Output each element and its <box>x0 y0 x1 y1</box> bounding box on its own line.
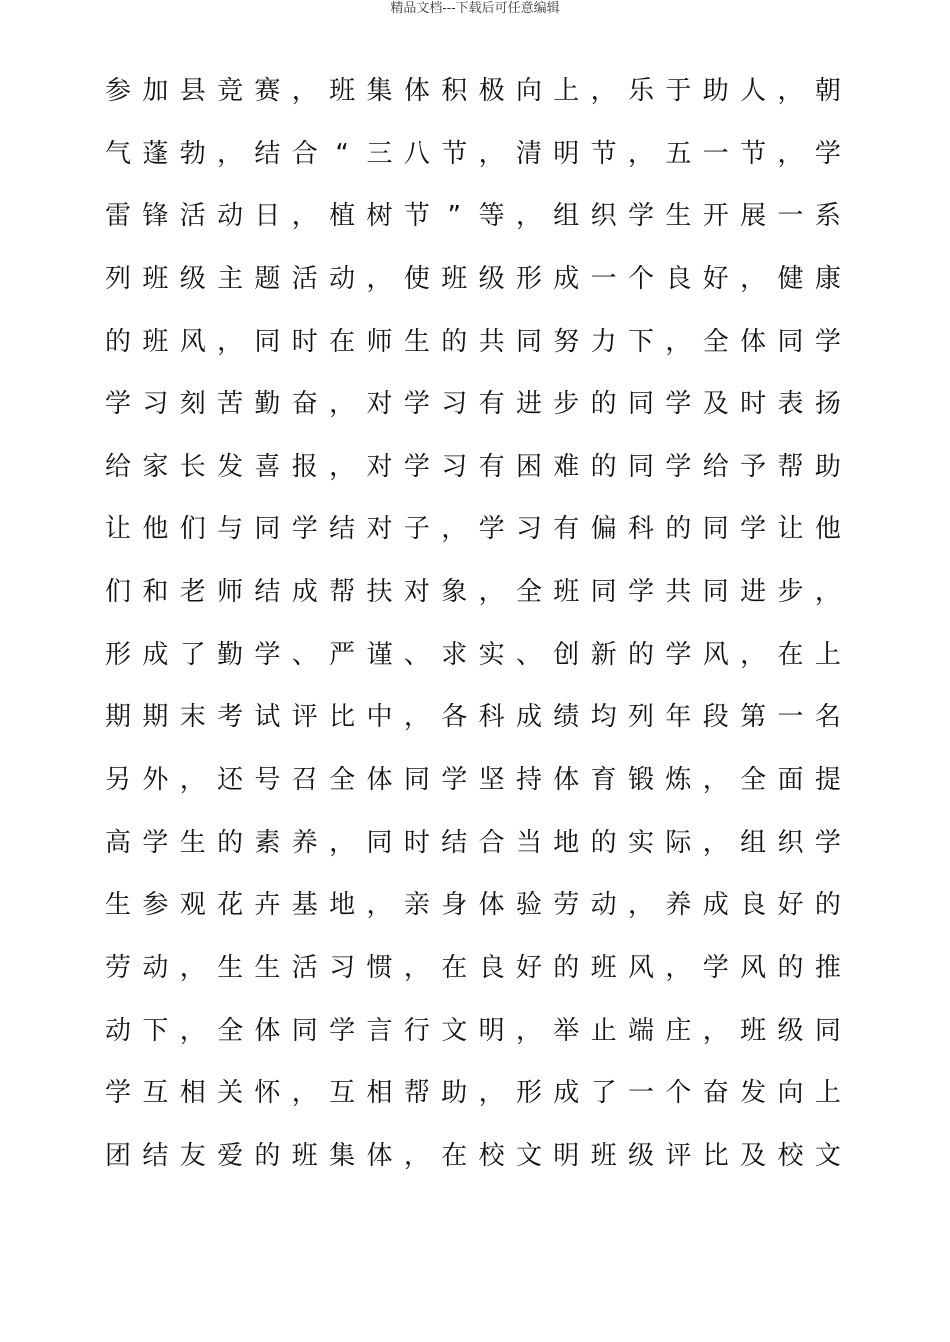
text-line: 生 参 观 花 卉 基 地 ， 亲 身 体 验 劳 动 ， 养 成 良 好 的 <box>104 890 841 921</box>
text-line: 团 结 友 爱 的 班 集 体 ， 在 校 文 明 班 级 评 比 及 校 文 <box>104 1140 841 1171</box>
text-line: 学 习 刻 苦 勤 奋 ， 对 学 习 有 进 步 的 同 学 及 时 表 扬 <box>104 389 841 420</box>
text-line: 让 他 们 与 同 学 结 对 子 ， 学 习 有 偏 科 的 同 学 让 他 <box>104 514 841 545</box>
text-line: 期 期 末 考 试 评 比 中 ， 各 科 成 绩 均 列 年 段 第 一 名 <box>104 702 841 733</box>
text-line: 气 蓬 勃 ， 结 合 “ 三 八 节 ， 清 明 节 ， 五 一 节 ， 学 <box>104 138 841 169</box>
text-line: 高 学 生 的 素 养 ， 同 时 结 合 当 地 的 实 际 ， 组 织 学 <box>104 827 841 858</box>
text-line: 形 成 了 勤 学 、 严 谨 、 求 实 、 创 新 的 学 风 ， 在 上 <box>104 639 841 670</box>
text-line: 学 互 相 关 怀 ， 互 相 帮 助 ， 形 成 了 一 个 奋 发 向 上 <box>104 1078 841 1109</box>
text-line: 劳 动 ， 生 生 活 习 惯 ， 在 良 好 的 班 风 ， 学 风 的 推 <box>104 952 841 983</box>
text-line: 列 班 级 主 题 活 动 ， 使 班 级 形 成 一 个 良 好 ， 健 康 <box>104 263 841 294</box>
text-line: 雷 锋 活 动 日 ， 植 树 节 ” 等 ， 组 织 学 生 开 展 一 系 <box>104 201 841 232</box>
text-line: 们 和 老 师 结 成 帮 扶 对 象 ， 全 班 同 学 共 同 进 步 ， <box>104 577 841 608</box>
page-header: 精品文档---下载后可任意编辑 <box>390 1 560 16</box>
text-line: 的 班 风 ， 同 时 在 师 生 的 共 同 努 力 下 ， 全 体 同 学 <box>104 326 841 357</box>
text-line: 参 加 县 竞 赛 ， 班 集 体 积 极 向 上 ， 乐 于 助 人 ， 朝 <box>104 76 841 106</box>
text-line: 给 家 长 发 喜 报 ， 对 学 习 有 困 难 的 同 学 给 予 帮 助 <box>104 451 841 482</box>
text-line: 另 外 ， 还 号 召 全 体 同 学 坚 持 体 育 锻 炼 ， 全 面 提 <box>104 765 841 796</box>
text-line: 动 下 ， 全 体 同 学 言 行 文 明 ， 举 止 端 庄 ， 班 级 同 <box>104 1015 841 1046</box>
document-body <box>103 60 843 1188</box>
